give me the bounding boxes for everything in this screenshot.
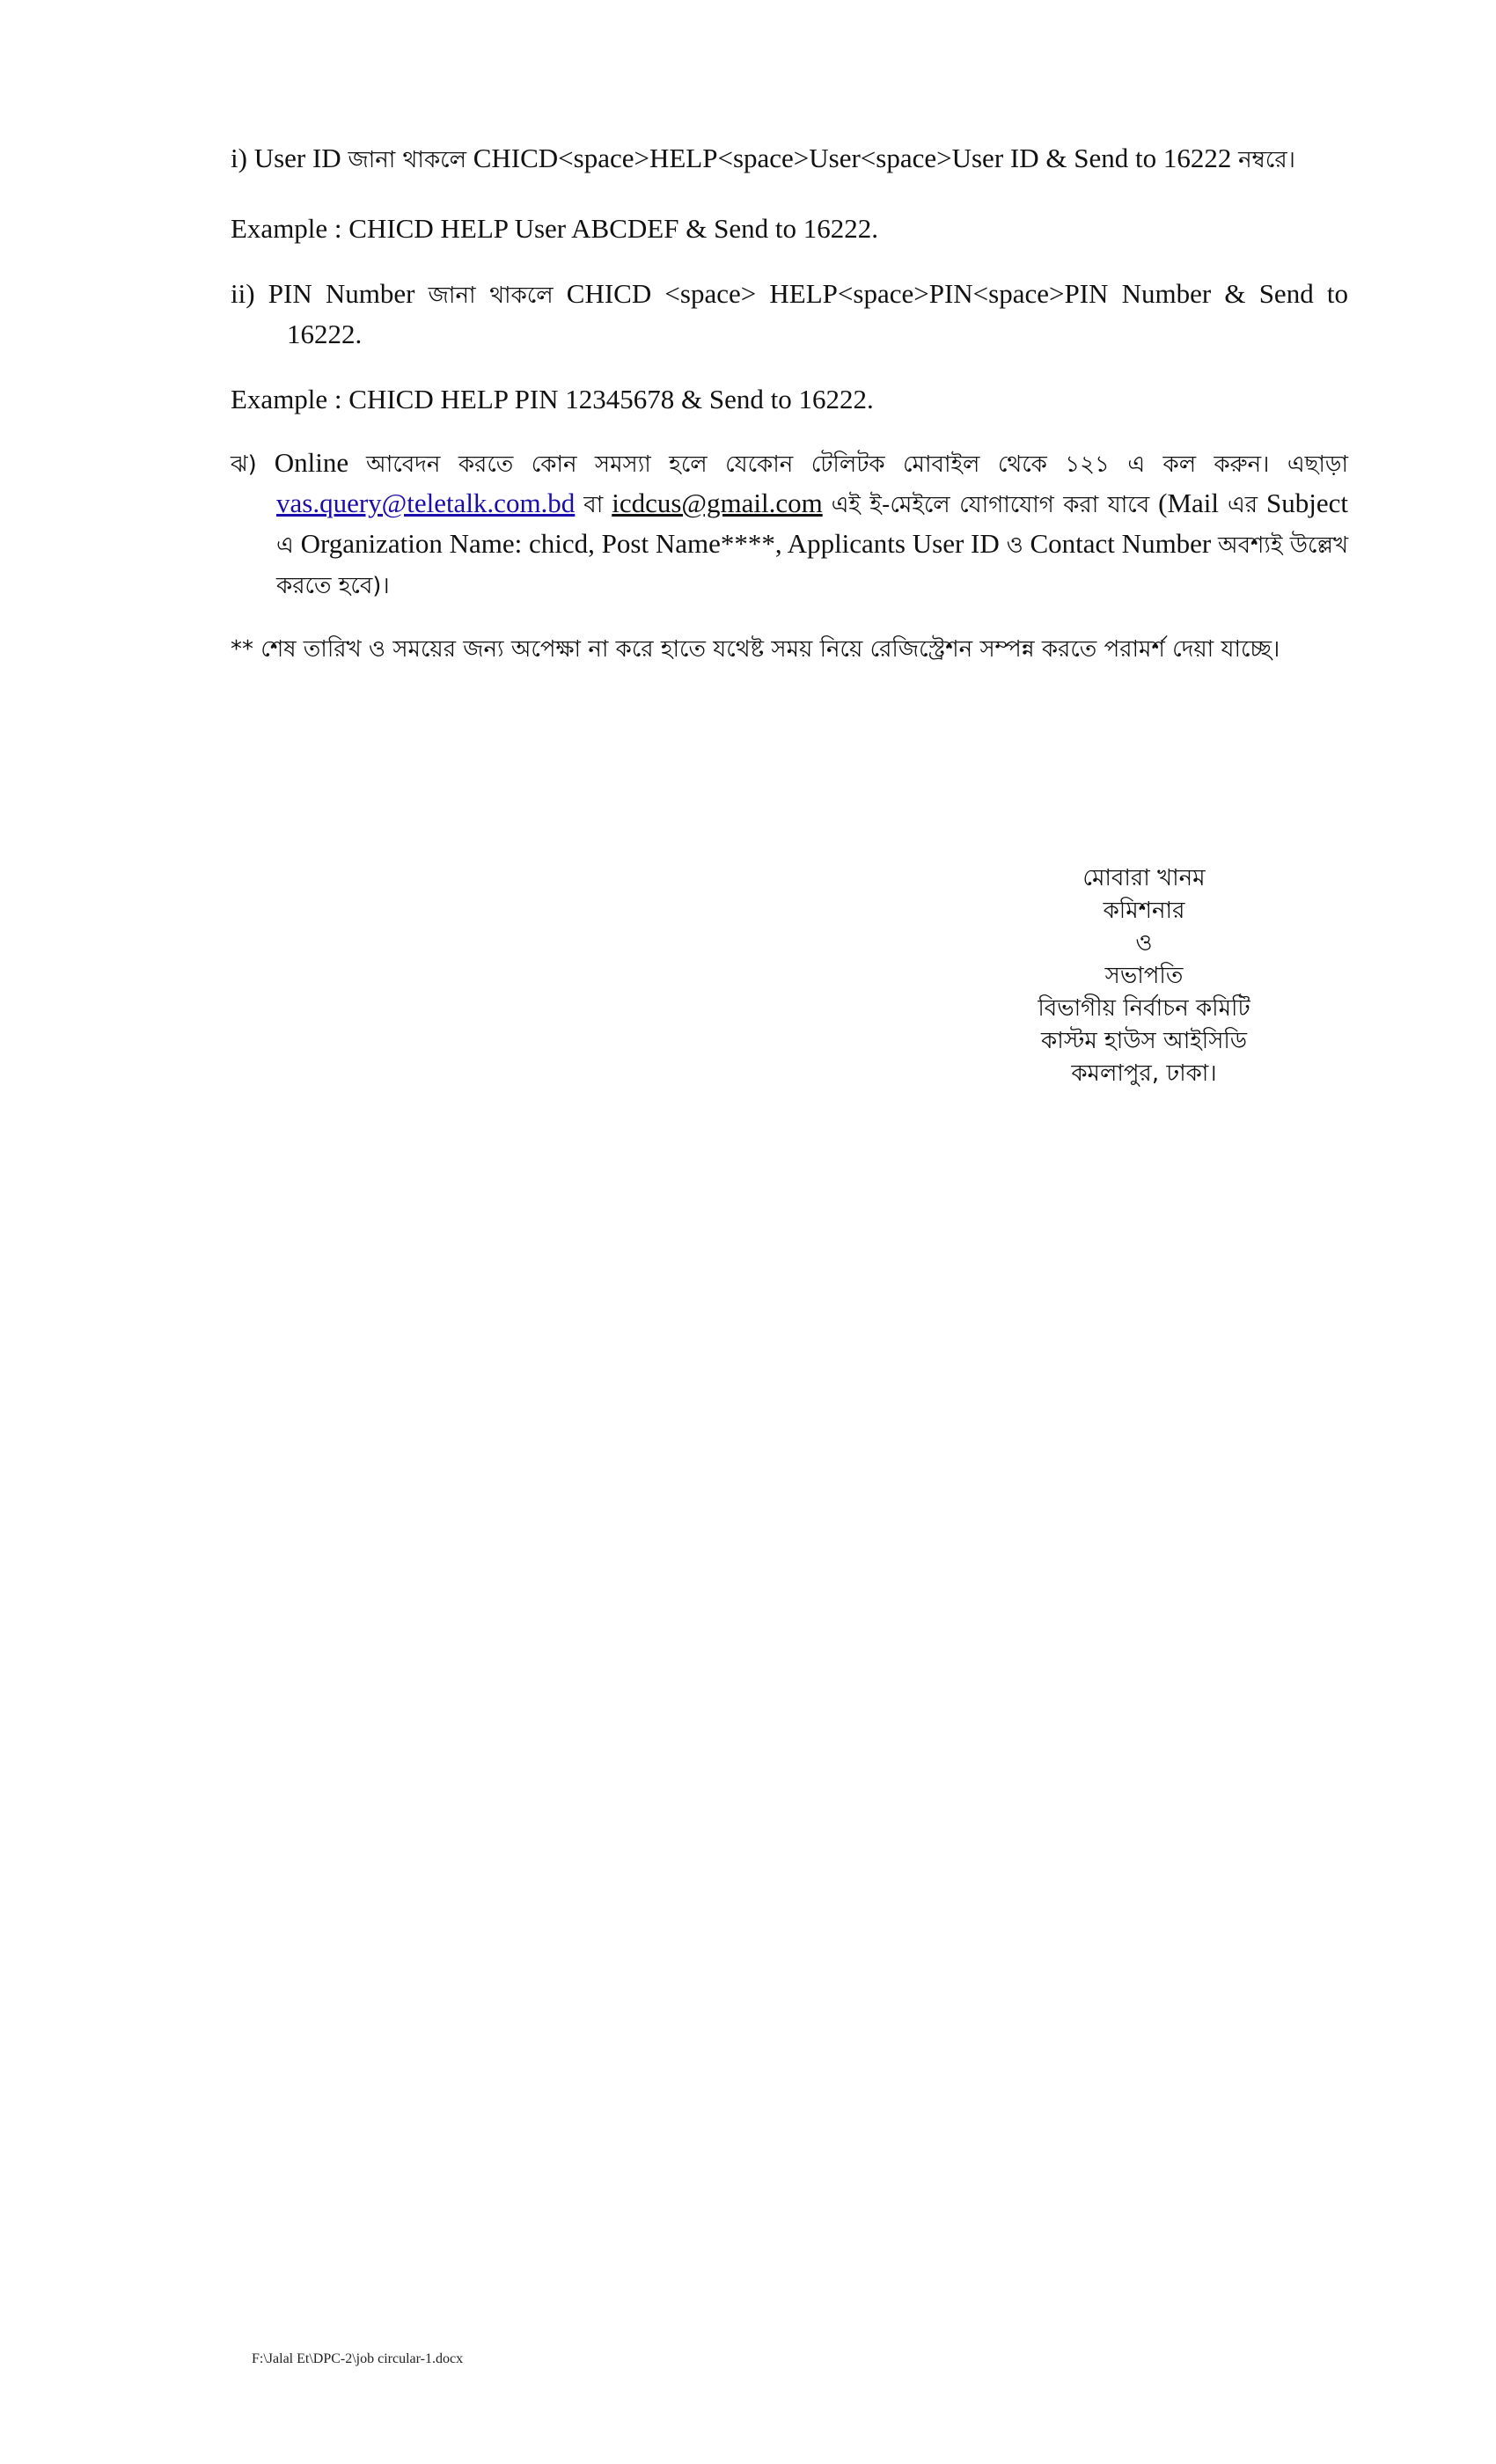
signature-block	[986, 862, 1302, 1090]
item-text-bengali: নম্বরে।	[1238, 147, 1295, 173]
item-text-bengali: জানা থাকলে	[428, 282, 554, 309]
item-label: ii)	[231, 278, 255, 309]
item-text-bengali: অবশ্যই উল্লেখ করতে হবে)।	[276, 532, 1349, 599]
signatory-conjunction: ও	[1135, 930, 1153, 957]
item-text-bengali: জানা থাকলে	[348, 147, 466, 173]
item-text: Online	[274, 447, 349, 478]
item-text-bengali: ও	[1006, 532, 1023, 559]
item-label: ঝ)	[231, 451, 257, 478]
item-text-bengali: আবেদন করতে কোন সমস্যা হলে যেকোন টেলিটক মোবাইল থেকে ১২১ এ কল করুন। এছাড়া	[366, 451, 1349, 478]
sms-format-user: CHICD<space>HELP<space>User<space>User ID & Send to 16222	[473, 143, 1232, 173]
instruction-user-id	[231, 139, 1348, 180]
item-text: User ID	[253, 143, 341, 173]
item-text: Organization Name: chicd, Post Name****, Applicants User ID	[300, 528, 1000, 559]
item-text-bengali: এর	[1227, 492, 1258, 518]
item-label: i)	[231, 143, 247, 173]
item-text-bengali: বা	[583, 492, 604, 518]
item-text: (Mail	[1158, 488, 1220, 518]
item-text-bengali: এই ই-মেইলে যোগাযোগ করা যাবে	[831, 492, 1150, 518]
instruction-pin	[231, 275, 1348, 354]
signatory-location: কমলাপুর, ঢাকা।	[1071, 1060, 1217, 1087]
signatory-title: কমিশনার	[1103, 898, 1185, 924]
footer-file-path: F:\Jalal Et\DPC-2\job circular-1.docx	[252, 2351, 464, 2366]
example-user: Example : CHICD HELP User ABCDEF & Send to 16222.	[231, 213, 878, 244]
item-text: Subject	[1266, 488, 1349, 518]
signatory-office: কাস্টম হাউস আইসিডি	[1041, 1028, 1247, 1054]
instruction-online-help	[231, 444, 1348, 605]
signatory-title-2: সভাপতি	[1104, 963, 1184, 989]
item-text: PIN Number	[268, 278, 415, 309]
email-link-icdcus[interactable]: icdcus@gmail.com	[612, 488, 823, 518]
item-text: Contact Number	[1030, 528, 1212, 559]
instructions-section	[231, 139, 1348, 667]
email-link-teletalk[interactable]: vas.query@teletalk.com.bd	[276, 488, 576, 518]
signatory-committee: বিভাগীয় নির্বাচন কমিটি	[1038, 995, 1250, 1022]
registration-advice-note: ** শেষ তারিখ ও সময়ের জন্য অপেক্ষা না করে হাতে যথেষ্ট সময় নিয়ে রেজিস্ট্রেশন সম্পন্ন করতে পরামর্শ দেয়া যাচ্ছে।	[231, 636, 1280, 663]
item-text-bengali: এ	[276, 532, 294, 559]
signatory-name: মোবারা খানম	[1082, 865, 1206, 891]
sms-format-pin: CHICD <space> HELP<space>PIN<space>PIN Number & Send to 16222.	[287, 278, 1348, 349]
example-pin: Example : CHICD HELP PIN 12345678 & Send to 16222.	[231, 384, 874, 414]
